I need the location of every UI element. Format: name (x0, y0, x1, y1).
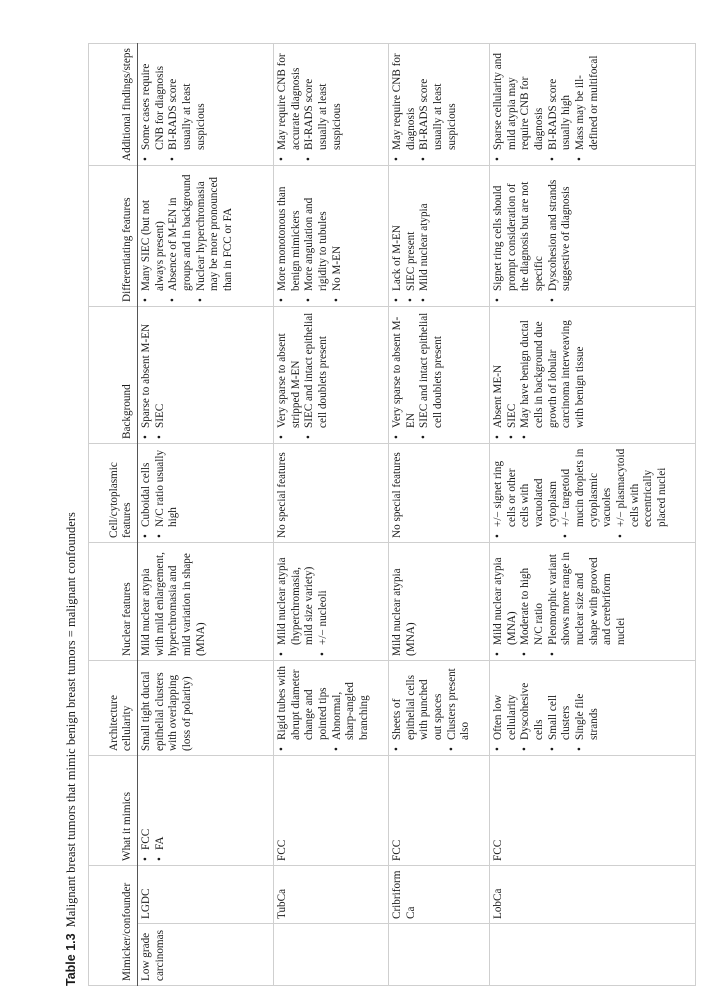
list-item: • FCC (140, 760, 154, 861)
list-item: • May have benign ductal cells in background due growth of lobular carcinoma interweaving with benign tissue (519, 311, 587, 439)
list-item: • Very sparse to absent M-EN (391, 311, 418, 439)
list-item: • +/− signet ring cells or other cells with vacuolated cytoplasm (492, 448, 560, 538)
cell-features-cell: No special features (389, 443, 490, 542)
list-item: • SIEC and intact epithelial cell doublets present (303, 311, 330, 439)
rotated-page (60, 44, 676, 986)
list-item: • Single file strands (574, 665, 601, 751)
list-item: • Mild nuclear atypia (hyperchromasia, mild size variety) (276, 547, 317, 656)
list-item: • Moderate to high N/C ratio (519, 547, 546, 656)
list-item: • Sparse cellularity and mild atypia may require CNB for diagnosis (492, 48, 547, 161)
background-cell (490, 306, 696, 443)
tumor-name-cell (490, 924, 696, 986)
header-cell: Differentiating features (89, 165, 138, 306)
list-item: • Rigid tubes with abrupt diameter change and pointed tips (276, 665, 331, 751)
list-item: • BI-RADS score usually at least suspicious (303, 48, 344, 161)
additional-cell (138, 43, 274, 165)
differentiating-cell (138, 165, 274, 306)
list-item: • +/− plasmacytoid cells with eccentrically placed nuclei (615, 448, 670, 538)
list-item: • Some cases require CNB for diagnosis (140, 48, 167, 161)
header-cell: Background (89, 306, 138, 443)
table-row (389, 43, 490, 985)
list-item: • Many SIEC (but not always present) (140, 170, 167, 302)
list-item: • Often low cellularity (492, 665, 519, 751)
list-item: • Pleomorphic variant shows more range in nuclear size and shape with grooved and cerebriform nuclei (547, 547, 629, 656)
architecture-cell (274, 660, 389, 755)
list-item: • Mild nuclear atypia (MNA) (492, 547, 519, 656)
background-cell (389, 306, 490, 443)
nuclear-cell: Mild nuclear atypia with mild enlargement, hyperchromasia and mild variation in shape (MNA) (138, 542, 274, 660)
mimics-cell: FCC (490, 755, 696, 865)
list-item: • +/− nucleoli (317, 547, 331, 656)
list-item: • +/− targetoid mucin droplets in cytoplasmic vacuoles (560, 448, 615, 538)
background-cell (274, 306, 389, 443)
architecture-cell: Small tight ductal epithelial clusters with overlapping (loss of polarity) (138, 660, 274, 755)
list-item: • SIEC (154, 311, 168, 439)
header-row (89, 43, 138, 985)
additional-cell (389, 43, 490, 165)
table-title: Malignant breast tumors that mimic benign breast tumors = malignant confounders (64, 512, 78, 928)
tumor-name-cell (389, 924, 490, 986)
tumor-name: TubCa (274, 865, 389, 923)
list-item: • Abnormal, sharp-angled branching (331, 665, 372, 751)
list-item: • BI-RADS score usually at least suspicious (167, 48, 208, 161)
list-item: • Absent ME-N (492, 311, 506, 439)
list-item: • Mild nuclear atypia (418, 170, 432, 302)
cell-features-cell (490, 443, 696, 542)
list-item: • Sparse to absent M-EN (140, 311, 154, 439)
architecture-cell (490, 660, 696, 755)
list-item: • BI-RADS score usually high (547, 48, 574, 161)
table-row (274, 43, 389, 985)
list-item: • SIEC and intact epithelial cell doublets present (418, 311, 445, 439)
table-row (490, 43, 696, 985)
mimics-cell (138, 755, 274, 865)
tumor-name-cell (138, 924, 274, 986)
nuclear-cell (274, 542, 389, 660)
mimics-cell: FCC (389, 755, 490, 865)
header-cell: Architecture cellularity (89, 660, 138, 755)
differentiating-cell (389, 165, 490, 306)
nuclear-cell: Mild nuclear atypia (MNA) (389, 542, 490, 660)
list-item: • Signet ring cells should prompt consideration of the diagnosis but are not specific (492, 170, 547, 302)
list-item: • More angulation and rigidity to tubules (303, 170, 330, 302)
list-item: • Dyscohesive cells (519, 665, 546, 751)
list-item: • Nuclear hyperchromasia may be more pronounced than in FCC or FA (195, 170, 236, 302)
header-cell: Additional findings/steps (89, 43, 138, 165)
additional-cell (490, 43, 696, 165)
list-item: • SIEC present (405, 170, 419, 302)
list-item: • FA (154, 760, 168, 861)
tumor-name: Cribriform Ca (389, 865, 490, 923)
nuclear-cell (490, 542, 696, 660)
list-item: • Lack of M-EN (391, 170, 405, 302)
list-item: • May require CNB for diagnosis (391, 48, 418, 161)
group-label: Low grade carcinomas (140, 930, 166, 981)
header-cell: What it mimics (89, 755, 138, 865)
additional-cell (274, 43, 389, 165)
list-item: • Dyscohesion and strands suggestive of diagnosis (547, 170, 574, 302)
differentiating-cell (490, 165, 696, 306)
list-item: • Small cell clusters (547, 665, 574, 751)
mimics-cell: FCC (274, 755, 389, 865)
tumor-name: LobCa (490, 865, 696, 923)
list-item: • N/C ratio usually high (154, 448, 181, 538)
list-item: • May require CNB for accurate diagnosis (276, 48, 303, 161)
header-cell: Cell/cytoplasmic features (89, 443, 138, 542)
list-item: • More monotonous than benign mimickers (276, 170, 303, 302)
list-item: • Very sparse to absent stripped M-EN (276, 311, 303, 439)
table-label: Table 1.3 (64, 933, 78, 986)
tumor-name: LGDC (138, 865, 274, 923)
table-row (138, 43, 274, 985)
header-cell: Nuclear features (89, 542, 138, 660)
list-item: • Mass may be ill-defined or multifocal (574, 48, 601, 161)
list-item: • BI-RADS score usually at least suspicious (418, 48, 459, 161)
cell-features-cell (138, 443, 274, 542)
list-item: • Absence of M-EN in groups and in background (167, 170, 194, 302)
tumor-name-cell (274, 924, 389, 986)
list-item: • Sheets of epithelial cells with punched out spaces (391, 665, 446, 751)
list-item: • No M-EN (331, 170, 345, 302)
header-cell: Mimicker/confounder (89, 865, 138, 985)
list-item: • SIEC (506, 311, 520, 439)
architecture-cell (389, 660, 490, 755)
cell-features-cell: No special features (274, 443, 389, 542)
confounders-table (88, 43, 696, 986)
differentiating-cell (274, 165, 389, 306)
background-cell (138, 306, 274, 443)
list-item: • Cuboidal cells (140, 448, 154, 538)
list-item: • Clusters present also (446, 665, 473, 751)
table-caption (60, 512, 82, 986)
